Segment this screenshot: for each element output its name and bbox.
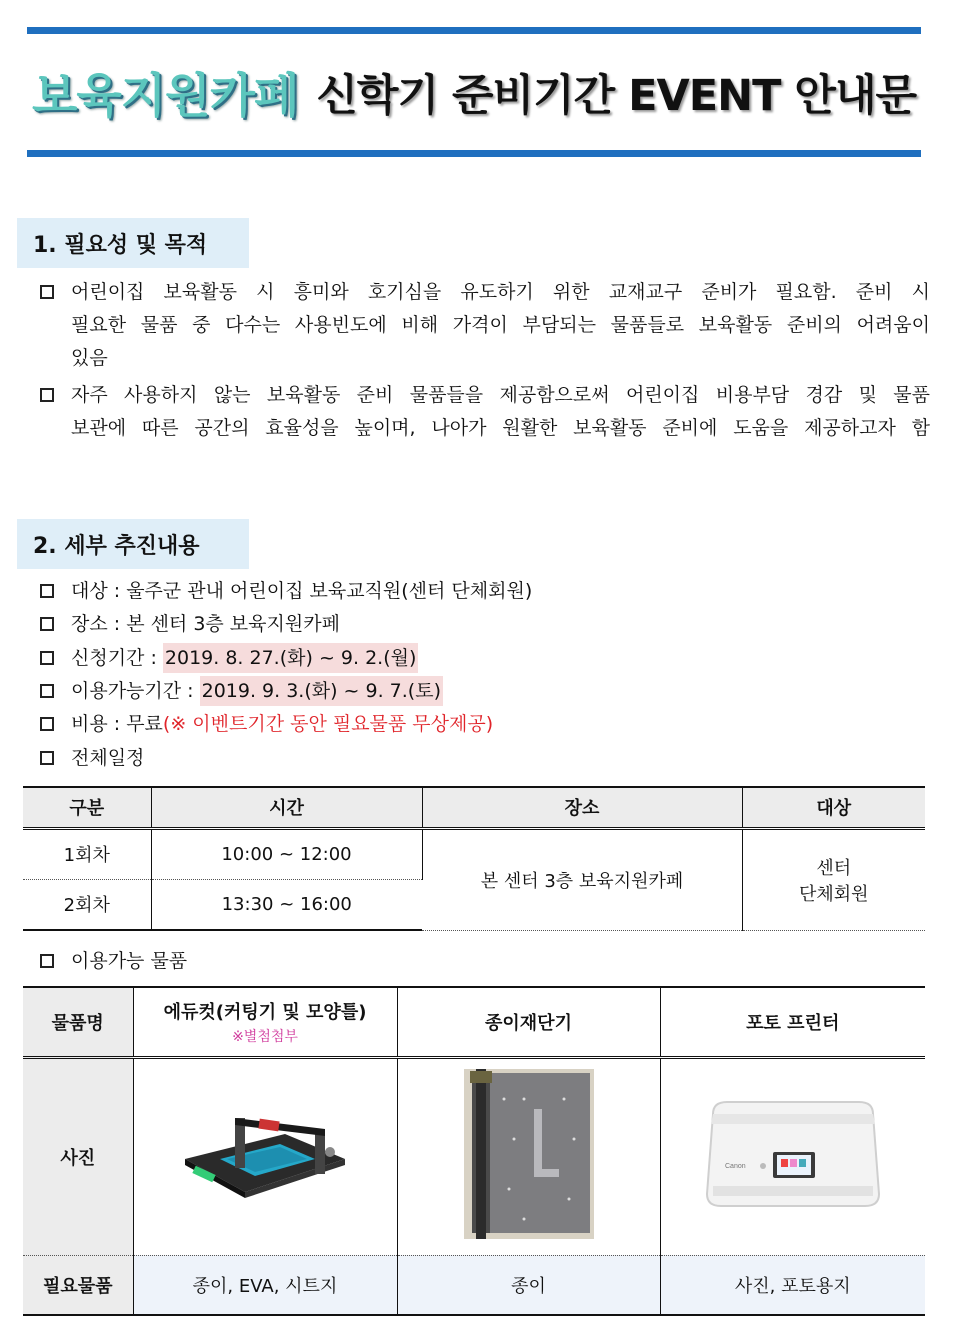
item-name-cell (660, 987, 925, 1057)
checkbox-bullet-icon (40, 584, 54, 598)
checkbox-bullet-icon (40, 751, 54, 765)
row-label-needs: 필요물품 (23, 1255, 133, 1315)
apply-period-value: 2019. 8. 27.(화) ~ 9. 2.(월) (163, 643, 418, 673)
place-cell: 본 센터 3층 보육지원카페 (422, 828, 742, 930)
target-line: 단체회원 (798, 883, 869, 905)
schedule-label: 전체일정 (71, 747, 145, 769)
title-bottom-rule (27, 150, 921, 157)
purpose-paragraph-1 (40, 276, 930, 375)
items-table (23, 986, 925, 1316)
row-label-photo: 사진 (23, 1057, 133, 1255)
detail-place (40, 609, 340, 639)
detail-target (40, 576, 532, 606)
detail-cost (40, 709, 493, 739)
row-label-name: 물품명 (23, 987, 133, 1057)
checkbox-bullet-icon (40, 717, 54, 731)
detail-schedule-label (40, 743, 144, 773)
paper-cutter-icon (464, 1069, 594, 1239)
paragraph-line: 있음 (71, 347, 108, 369)
purpose-paragraph-2 (40, 379, 930, 445)
title-rest: 신학기 준비기간 EVENT 안내문 (316, 70, 917, 121)
detail-items-label (40, 946, 187, 976)
checkbox-bullet-icon (40, 651, 54, 665)
time-cell: 13:30 ~ 16:00 (151, 879, 422, 930)
table-row (23, 828, 925, 879)
schedule-header-time: 시간 (151, 787, 422, 828)
item-name: 종이재단기 (485, 1012, 572, 1034)
target-cell (742, 828, 925, 930)
paragraph-line: 보관에 따른 공간의 효율성을 높이며, 나아가 원활한 보육활동 준비에 도움을 제공하고자 함 (71, 417, 930, 439)
section-heading-details: 2. 세부 추진내용 (17, 519, 249, 569)
time-cell: 10:00 ~ 12:00 (151, 828, 422, 879)
photo-printer-icon (693, 1094, 893, 1214)
checkbox-bullet-icon (40, 617, 54, 631)
checkbox-bullet-icon (40, 388, 54, 402)
use-period-value: 2019. 9. 3.(화) ~ 9. 7.(토) (200, 676, 443, 706)
detail-apply-period (40, 643, 418, 673)
item-needs-cell: 종이, EVA, 시트지 (133, 1255, 397, 1315)
checkbox-bullet-icon (40, 285, 54, 299)
apply-label: 신청기간 : (71, 647, 163, 669)
round-cell: 1회차 (23, 828, 151, 879)
cutting-machine-icon (165, 1104, 365, 1204)
detail-use-period (40, 676, 443, 706)
item-photo-cell (397, 1057, 660, 1255)
section-heading-purpose: 1. 필요성 및 목적 (17, 218, 249, 268)
checkbox-bullet-icon (40, 954, 54, 968)
item-name-cell (133, 987, 397, 1057)
cost-label: 비용 : 무료 (71, 713, 163, 735)
schedule-header-place: 장소 (422, 787, 742, 828)
cost-note: (※ 이벤트기간 동안 필요물품 무상제공) (162, 713, 494, 735)
item-needs-cell: 사진, 포토용지 (660, 1255, 925, 1315)
items-label: 이용가능 물품 (71, 950, 188, 972)
paragraph-line: 어린이집 보육활동 시 흥미와 호기심을 유도하기 위한 교재교구 준비가 필요함. 준비 시 (71, 281, 930, 303)
item-needs-cell: 종이 (397, 1255, 660, 1315)
item-name: 포토 프린터 (746, 1012, 840, 1034)
item-name: 에듀컷(커팅기 및 모양틀) (163, 1001, 367, 1023)
item-photo-cell (660, 1057, 925, 1255)
paragraph-line: 자주 사용하지 않는 보육활동 준비 물품들을 제공함으로써 어린이집 비용부담 경감 및 물품 (71, 384, 930, 406)
title-accent: 보육지원카페 (31, 68, 299, 124)
round-cell: 2회차 (23, 879, 151, 930)
use-label: 이용가능기간 : (71, 680, 200, 702)
paragraph-line: 필요한 물품 중 다수는 사용빈도에 비해 가격이 부담되는 물품들로 보육활동 준비의 어려움이 (71, 314, 930, 336)
schedule-header-round: 구분 (23, 787, 151, 828)
target-line: 센터 (816, 857, 852, 879)
item-note: ※별첨첨부 (232, 1028, 298, 1045)
schedule-header-target: 대상 (742, 787, 925, 828)
item-name-cell (397, 987, 660, 1057)
place-text: 장소 : 본 센터 3층 보육지원카페 (71, 613, 340, 635)
checkbox-bullet-icon (40, 684, 54, 698)
item-photo-cell (133, 1057, 397, 1255)
target-text: 대상 : 울주군 관내 어린이집 보육교직원(센터 단체회원) (71, 580, 533, 602)
page-title (27, 52, 921, 132)
printer-brand: Canon (724, 1163, 746, 1170)
schedule-table (23, 786, 925, 931)
title-top-rule (27, 27, 921, 34)
